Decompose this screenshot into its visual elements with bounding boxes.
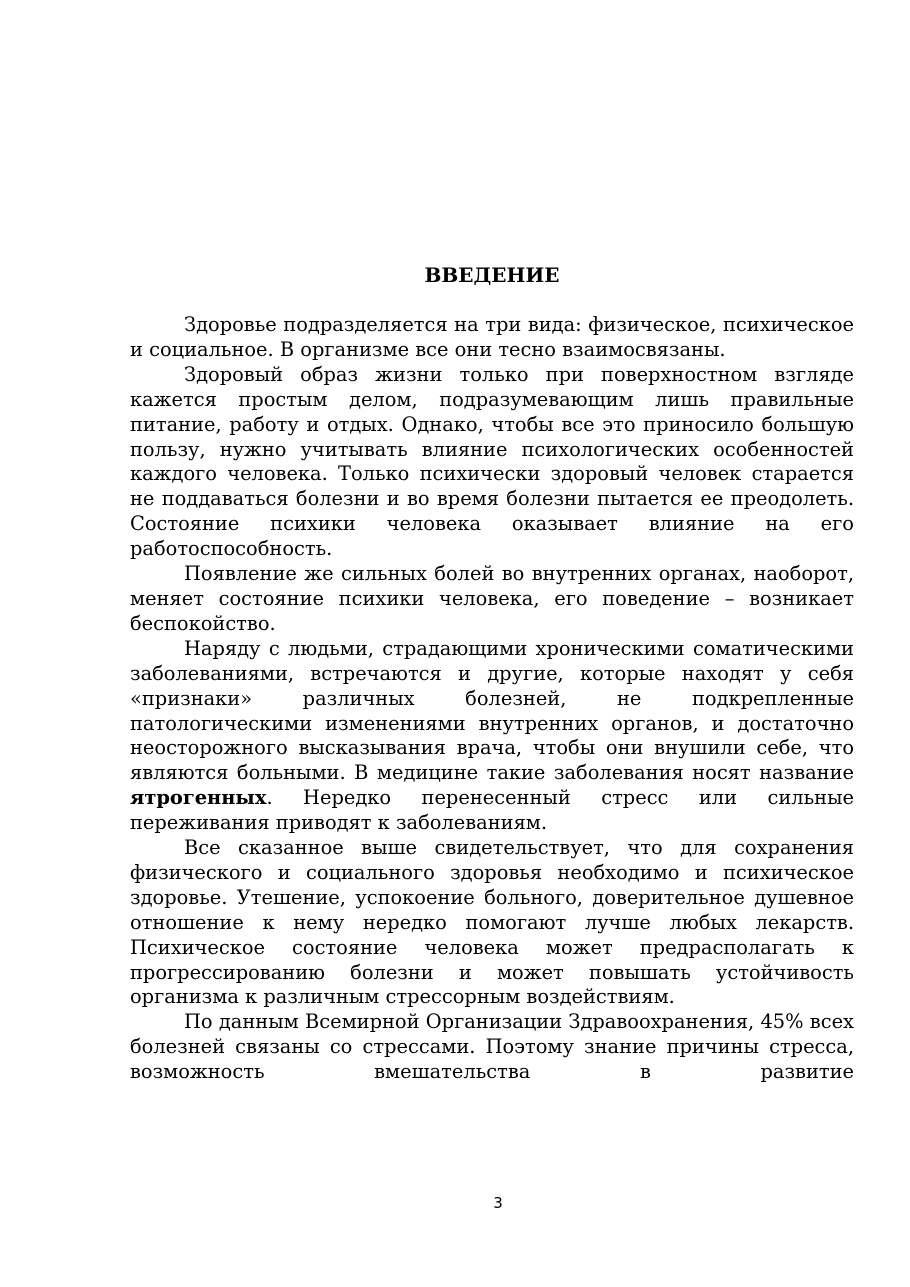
paragraph-who-statistics: По данным Всемирной Организации Здравоохранения, 45% всех болезней связаны со стрессами. Поэтому знание причины стресса, возможность вмешательства в развитие xyxy=(130,1010,854,1084)
paragraph-iatrogenic-text-after: . Нередко перенесенный стресс или сильные переживания приводят к заболеваниям. xyxy=(130,786,854,835)
paragraph-pain-effect: Появление же сильных болей во внутренних органах, наоборот, меняет состояние психики человека, его поведение – возникает беспокойство. xyxy=(130,562,854,635)
paragraph-iatrogenic-text-before: Наряду с людьми, страдающими хроническими соматическими заболеваниями, встречаются и другие, которые находят у себя «признаки» различных болезней, не подкрепленные патологическими изменениями внутренних органов, и достаточно неосторожного высказывания врача, чтобы они внушили себе, что являются больными. В медицине такие заболевания носят название xyxy=(130,636,854,785)
page-number: 3 xyxy=(493,1194,503,1212)
body-text xyxy=(130,313,854,1085)
paragraph-iatrogenic xyxy=(130,637,854,836)
paragraph-health-types: Здоровье подразделяется на три вида: физическое, психическое и социальное. В организме все они тесно взаимосвязаны. xyxy=(130,313,854,361)
paragraph-healthy-lifestyle: Здоровый образ жизни только при поверхностном взгляде кажется простым делом, подразумевающим лишь правильные питание, работу и отдых. Однако, чтобы все это приносило большую пользу, нужно учитывать влияние психологических особенностей каждого человека. Только психически здоровый человек старается не поддаваться болезни и во время болезни пытается ее преодолеть. Состояние психики человека оказывает влияние на его работоспособность. xyxy=(130,362,854,561)
section-heading: ВВЕДЕНИЕ xyxy=(424,263,560,287)
iatrogenic-term: ятрогенных xyxy=(130,786,267,810)
paragraph-mental-health: Все сказанное выше свидетельствует, что для сохранения физического и социального здоровья необходимо и психическое здоровье. Утешение, успокоение больного, доверительное душевное отношение к нему нередко помогают лучше любых лекарств. Психическое состояние человека может предрасполагать к прогрессированию болезни и может повышать устойчивость организма к различным стрессорным воздействиям. xyxy=(130,836,854,1009)
